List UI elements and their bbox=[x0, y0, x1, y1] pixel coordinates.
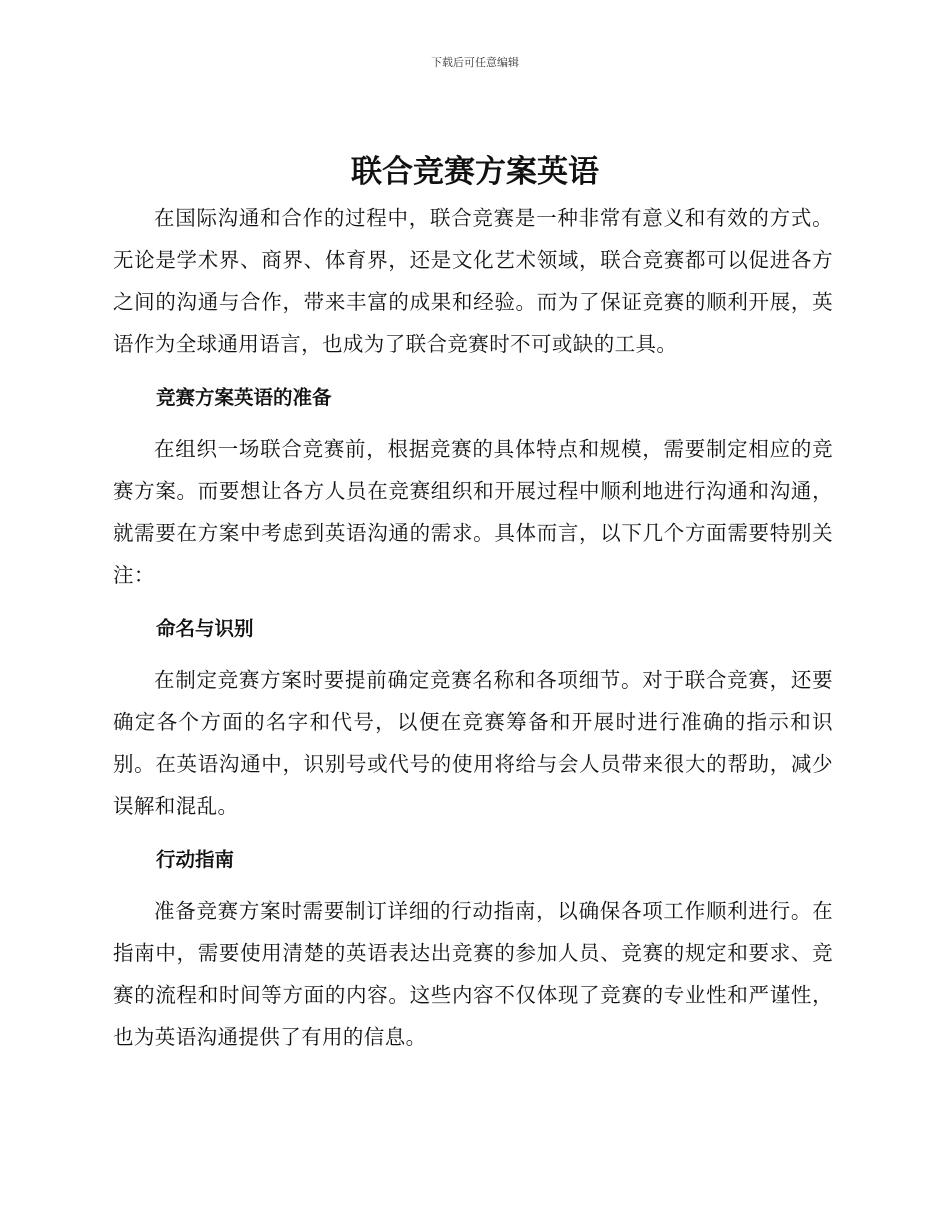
header-note: 下载后可任意编辑 bbox=[431, 56, 519, 69]
section-heading-naming: 命名与识别 bbox=[156, 617, 254, 640]
intro-paragraph: 在国际沟通和合作的过程中，联合竞赛是一种非常有意义和有效的方式。无论是学术界、商界、体育界，还是文化艺术领域，联合竞赛都可以促进各方之间的沟通与合作，带来丰富的成果和经验。而为了保证竞赛的顺利开展，英语作为全球通用语言，也成为了联合竞赛时不可或缺的工具。 bbox=[113, 206, 833, 356]
document-body bbox=[113, 197, 833, 1058]
document-title: 联合竞赛方案英语 bbox=[351, 154, 599, 190]
section-paragraph-naming: 在制定竞赛方案时要提前确定竞赛名称和各项细节。对于联合竞赛，还要确定各个方面的名字和代号，以便在竞赛筹备和开展时进行准确的指示和识别。在英语沟通中，识别号或代号的使用将给与会人员带来很大的帮助，减少误解和混乱。 bbox=[113, 668, 833, 818]
section-paragraph-action-guide: 准备竞赛方案时需要制订详细的行动指南，以确保各项工作顺利进行。在指南中，需要使用清楚的英语表达出竞赛的参加人员、竞赛的规定和要求、竞赛的流程和时间等方面的内容。这些内容不仅体现了竞赛的专业性和严谨性，也为英语沟通提供了有用的信息。 bbox=[113, 899, 833, 1049]
section-paragraph-preparation: 在组织一场联合竞赛前，根据竞赛的具体特点和规模，需要制定相应的竞赛方案。而要想让各方人员在竞赛组织和开展过程中顺利地进行沟通和沟通，就需要在方案中考虑到英语沟通的需求。具体而言，以下几个方面需要特别关注： bbox=[113, 437, 833, 587]
section-heading-preparation: 竞赛方案英语的准备 bbox=[156, 386, 332, 409]
section-heading-action-guide: 行动指南 bbox=[156, 848, 235, 871]
